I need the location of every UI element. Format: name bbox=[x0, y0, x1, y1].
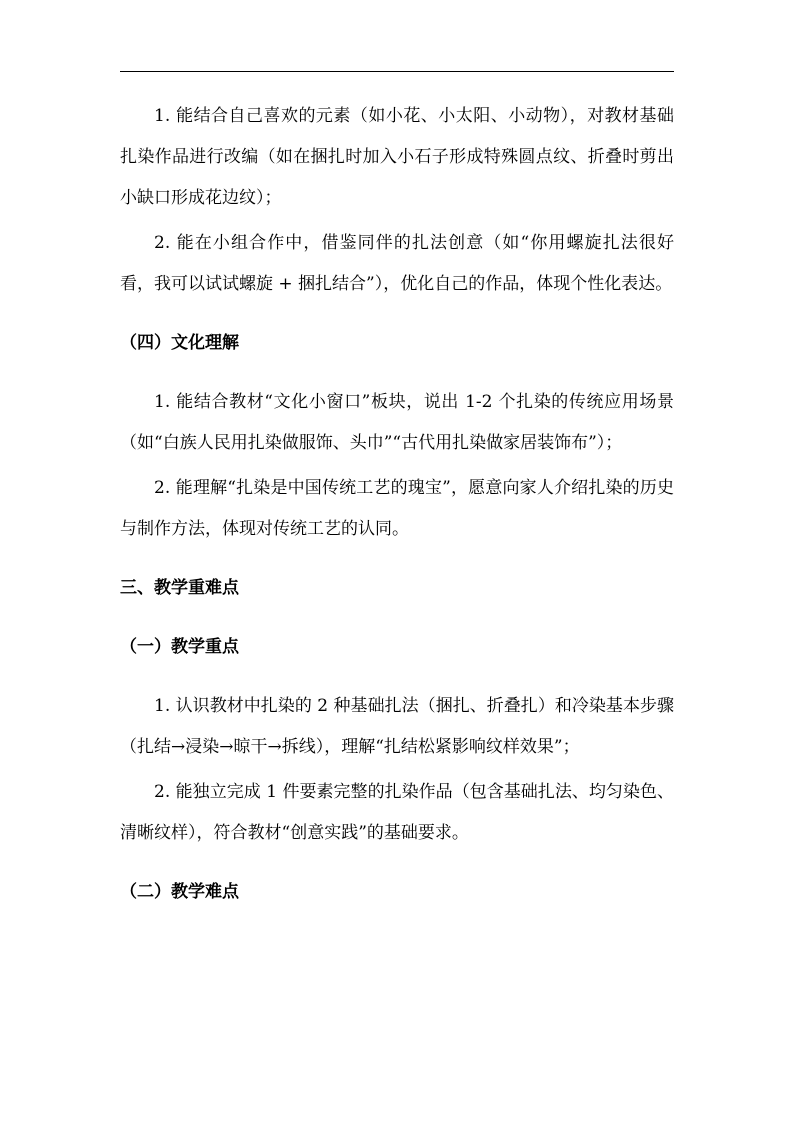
heading-key-points: （一）教学重点 bbox=[120, 637, 239, 657]
header-rule bbox=[120, 71, 674, 72]
heading-culture: （四）文化理解 bbox=[120, 333, 239, 353]
heading-difficult-points: （二）教学难点 bbox=[120, 882, 239, 902]
document-body bbox=[120, 96, 674, 913]
paragraph-key-2: 2. 能独立完成 1 件要素完整的扎染作品（包含基础扎法、均匀染色、清晰纹样），符合教材“创意实践”的基础要求。 bbox=[120, 782, 674, 843]
paragraph-culture-1: 1. 能结合教材“文化小窗口”板块，说出 1-2 个扎染的传统应用场景（如“白族人民用扎染做服饰、头巾”“古代用扎染做家居装饰布”）； bbox=[120, 392, 674, 453]
paragraph-creative-1: 1. 能结合自己喜欢的元素（如小花、小太阳、小动物），对教材基础扎染作品进行改编（如在捆扎时加入小石子形成特殊圆点纹、折叠时剪出小缺口形成花边纹）； bbox=[120, 106, 674, 208]
heading-section-3: 三、教学重难点 bbox=[120, 578, 239, 598]
paragraph-culture-2: 2. 能理解“扎染是中国传统工艺的瑰宝”，愿意向家人介绍扎染的历史与制作方法，体现对传统工艺的认同。 bbox=[120, 478, 674, 539]
paragraph-creative-2: 2. 能在小组合作中，借鉴同伴的扎法创意（如“你用螺旋扎法很好看，我可以试试螺旋 + 捆扎结合”），优化自己的作品，体现个性化表达。 bbox=[120, 233, 674, 294]
paragraph-key-1: 1. 认识教材中扎染的 2 种基础扎法（捆扎、折叠扎）和冷染基本步骤（扎结→浸染→晾干→拆线），理解“扎结松紧影响纹样效果”； bbox=[120, 696, 674, 757]
